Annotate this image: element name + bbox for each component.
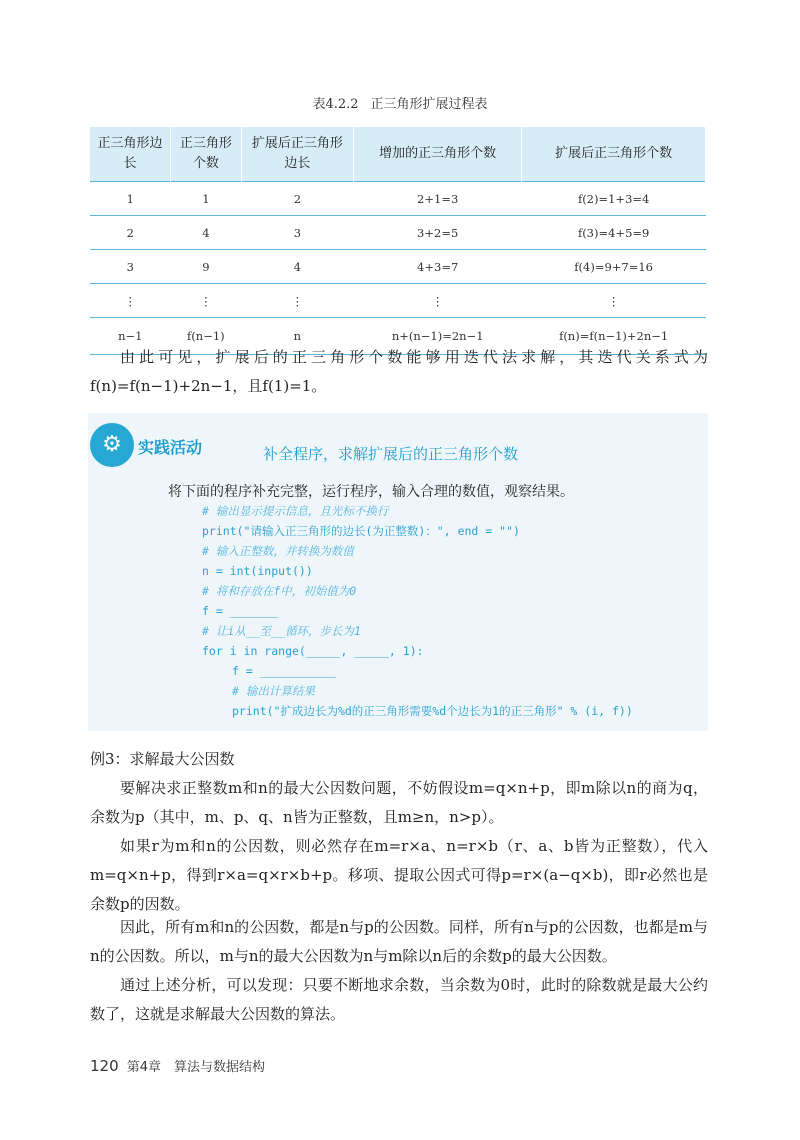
table-cell: 9 [171,250,242,284]
code-line: f = ___________ [232,664,336,678]
table-cell: f(n−1) [171,318,242,355]
table-row [90,182,706,216]
table-cell: 1 [171,182,242,216]
table-cell: ⋮ [171,284,242,318]
table-cell: n+(n−1)=2n−1 [354,318,522,355]
table-cell: 2+1=3 [354,182,522,216]
page-number: 120 [90,1057,119,1075]
table-cell: 3+2=5 [354,216,522,250]
gcd-paragraph-1: 要解决求正整数m和n的最大公因数问题，不妨假设m=q×n+p，即m除以n的商为q，余数为p（其中，m、p、q、n皆为正整数，且m≥n，n>p）。 [90,779,708,826]
table-cell: ⋮ [90,284,171,318]
gcd-paragraph-2: 如果r为m和n的公因数，则必然存在m=r×a、n=r×b（r、a、b皆为正整数），代入m=q×n+p，得到r×a=q×r×b+p。移项、提取公因式可得p=r×(a−q×b)，即r必然也是余数p的因数。 [90,837,708,913]
col-header: 扩展后正三角形个数 [522,127,706,182]
table-row [90,216,706,250]
code-line: for i in range(_____, _____, 1): [202,644,424,658]
table-title: 正三角形扩展过程表 [370,97,488,112]
table-cell: 1 [90,182,171,216]
table-cell: f(n)=f(n−1)+2n−1 [522,318,706,355]
table-cell: f(4)=9+7=16 [522,250,706,284]
table-cell: ⋮ [354,284,522,318]
col-header: 正三角形边长 [90,127,171,182]
gcd-paragraph-4: 通过上述分析，可以发现：只要不断地求余数，当余数为0时，此时的除数就是最大公约数了，这就是求解最大公因数的算法。 [90,976,708,1023]
table-cell: 3 [241,216,353,250]
table-cell: f(3)=4+5=9 [522,216,706,250]
table-cell: 3 [90,250,171,284]
col-header: 增加的正三角形个数 [354,127,522,182]
table-caption [0,93,800,112]
activity-intro: 将下面的程序补充完整，运行程序，输入合理的数值，观察结果。 [168,484,574,500]
code-line: n = int(input()) [202,564,313,578]
table-cell: 2 [241,182,353,216]
practice-activity-box [88,413,708,731]
code-comment: # 输出显示提示信息，且光标不换行 [202,504,389,518]
table-cell: f(2)=1+3=4 [522,182,706,216]
table-number: 表4.2.2 [312,97,359,112]
code-comment: # 将和存放在f中，初始值为0 [202,584,357,598]
table-cell: n−1 [90,318,171,355]
table-cell: ⋮ [241,284,353,318]
activity-title: 补全程序，求解扩展后的正三角形个数 [263,445,519,463]
table-cell: 4 [241,250,353,284]
col-header: 正三角形个数 [171,127,242,182]
table-cell: ⋮ [522,284,706,318]
code-line: print("扩成边长为%d的正三角形需要%d个边长为1的正三角形" % (i, f)) [232,704,633,718]
table-cell: n [241,318,353,355]
activity-badge-label: 实践活动 [138,438,203,457]
code-comment: # 输出计算结果 [232,684,315,698]
gcd-paragraph-3: 因此，所有m和n的公因数，都是n与p的公因数。同样，所有n与p的公因数，也都是m与n的公因数。所以，m与n的最大公因数为n与m除以n后的余数p的最大公因数。 [90,918,708,965]
code-line: print("请输入正三角形的边长(为正整数)：", end = "") [202,524,520,538]
code-comment: # 让i从__至__循环，步长为1 [202,624,361,638]
table-cell: 2 [90,216,171,250]
expansion-table [90,127,706,355]
example-title: 例3：求解最大公因数 [90,750,235,768]
table-row [90,250,706,284]
col-header: 扩展后正三角形边长 [241,127,353,182]
chapter-title: 第4章 算法与数据结构 [126,1060,266,1075]
iteration-paragraph: 由此可见，扩展后的正三角形个数能够用迭代法求解，其迭代关系式为f(n)=f(n−1)+2n−1，且f(1)=1。 [90,348,708,395]
table-cell: 4+3=7 [354,250,522,284]
page-footer [90,1056,265,1075]
table-row [90,284,706,318]
table-cell: 4 [171,216,242,250]
code-block [202,501,633,721]
code-comment: # 输入正整数，并转换为数值 [202,544,354,558]
table-header-row [90,127,706,182]
wrench-icon: ⚙ [90,423,134,467]
code-line: f = _______ [202,604,279,618]
